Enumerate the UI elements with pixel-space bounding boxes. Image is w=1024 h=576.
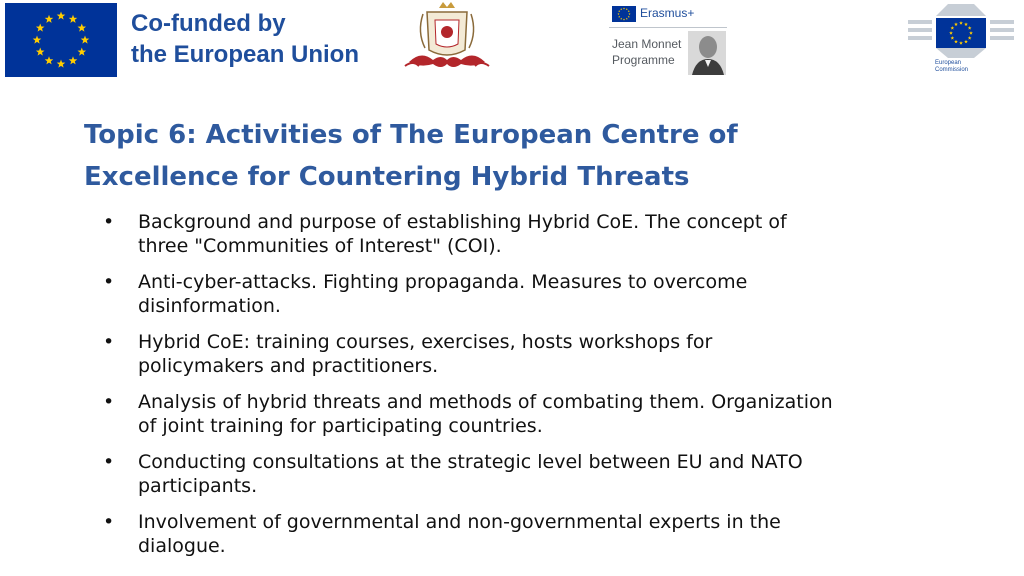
bullet-dot: • — [103, 511, 115, 533]
logo-bar — [0, 0, 1024, 90]
slide-title — [84, 114, 984, 198]
eu-star-icon — [628, 13, 630, 15]
bullet-item-training — [100, 330, 1000, 378]
cofunded-line1: Co-funded by — [131, 10, 286, 37]
eu-star-icon — [69, 56, 78, 64]
bullet-line: disinformation. — [138, 295, 281, 317]
bullet-line: Anti-cyber-attacks. Fighting propaganda. Measures to overcome — [138, 271, 748, 293]
cofunded-line2: the European Union — [131, 41, 359, 68]
bullet-line: Background and purpose of establishing Hybrid CoE. The concept of — [138, 211, 787, 233]
european-commission-line2: Commission — [935, 67, 969, 73]
eu-star-icon — [69, 15, 78, 23]
bullet-dot: • — [103, 331, 115, 353]
eu-star-icon — [623, 18, 625, 20]
jean-monnet-line1: Jean Monnet — [612, 37, 682, 51]
bullet-line: participants. — [138, 475, 258, 497]
eu-flag-icon — [5, 3, 117, 77]
university-emblem-icon — [403, 2, 491, 72]
eu-star-icon — [57, 12, 66, 20]
jean-monnet-line2: Programme — [612, 53, 675, 67]
eu-star-icon — [620, 18, 622, 20]
jean-monnet-divider — [609, 27, 727, 28]
eu-star-icon — [618, 10, 620, 12]
slide-title-line2: Excellence for Countering Hybrid Threats — [84, 162, 690, 192]
bullet-list — [100, 210, 1000, 570]
bullet-line: Involvement of governmental and non-governmental experts in the — [138, 511, 781, 533]
bullet-line: of joint training for participating countries. — [138, 415, 543, 437]
eu-star-icon — [618, 16, 620, 18]
bullet-dot: • — [103, 391, 115, 413]
bullet-dot: • — [103, 271, 115, 293]
bullet-line: dialogue. — [138, 535, 226, 557]
bullet-line: policymakers and practitioners. — [138, 355, 439, 377]
eu-star-icon — [57, 60, 66, 68]
jean-monnet-text — [612, 36, 681, 68]
bullet-line: three "Communities of Interest" (COI). — [138, 235, 502, 257]
bullet-dot: • — [103, 211, 115, 233]
eu-star-icon — [36, 48, 45, 56]
eu-star-icon — [33, 36, 42, 44]
bullet-line: Analysis of hybrid threats and methods of combating them. Organization — [138, 391, 833, 413]
bullet-item-anti-cyber — [100, 270, 1000, 318]
bullet-item-experts — [100, 510, 1000, 558]
eu-star-icon — [78, 48, 87, 56]
erasmus-flag-icon — [612, 6, 636, 22]
erasmus-label: Erasmus+ — [640, 6, 695, 20]
eu-star-icon — [626, 18, 628, 20]
eu-star-icon — [617, 13, 619, 15]
eu-star-icon — [628, 16, 630, 18]
european-commission-logo — [908, 2, 1014, 82]
bullet-dot: • — [103, 451, 115, 473]
bullet-line: Hybrid CoE: training courses, exercises, hosts workshops for — [138, 331, 713, 353]
eu-star-icon — [78, 24, 87, 32]
eu-star-icon — [620, 8, 622, 10]
bullet-line: Conducting consultations at the strategic level between EU and NATO — [138, 451, 803, 473]
eu-star-icon — [45, 56, 54, 64]
jean-monnet-portrait-icon — [688, 31, 726, 75]
jean-monnet-logo — [609, 3, 727, 75]
cofunded-text — [131, 8, 359, 70]
slide-title-line1: Topic 6: Activities of The European Centre of — [84, 120, 738, 150]
eu-star-icon — [36, 24, 45, 32]
eu-star-icon — [45, 15, 54, 23]
eu-star-icon — [628, 10, 630, 12]
eu-star-icon — [626, 8, 628, 10]
eu-star-icon — [81, 36, 90, 44]
bullet-item-analysis — [100, 390, 1000, 438]
european-commission-text — [935, 60, 968, 74]
bullet-item-consultations — [100, 450, 1000, 498]
eu-star-icon — [623, 7, 625, 9]
european-commission-line1: European — [935, 60, 962, 66]
bullet-item-background — [100, 210, 1000, 258]
